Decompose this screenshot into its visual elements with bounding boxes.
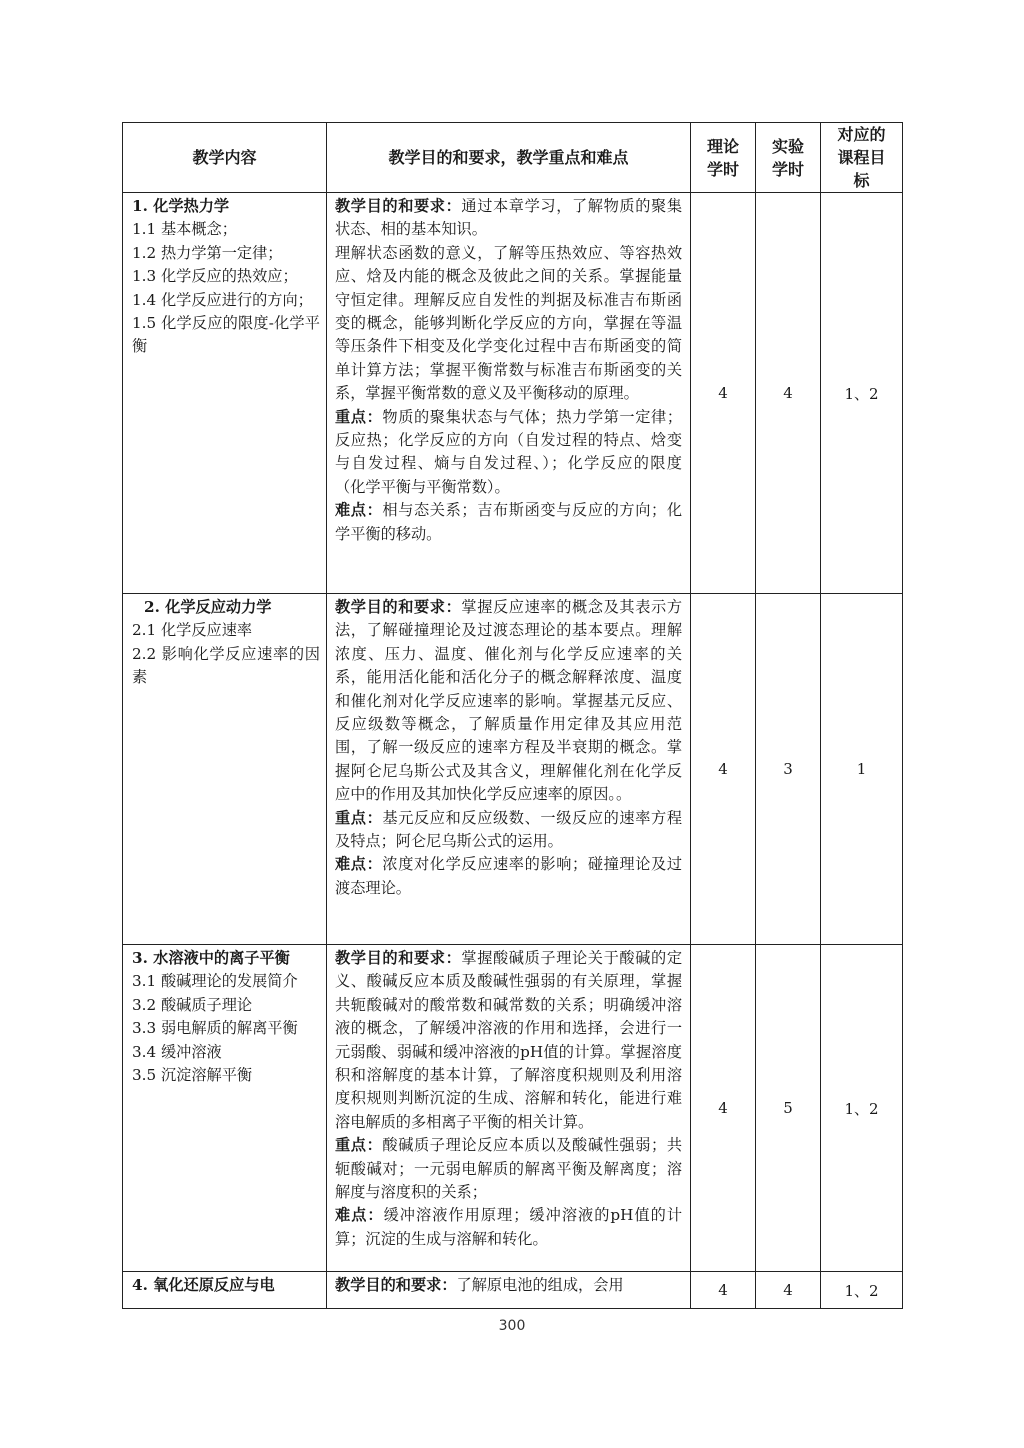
goal-text: 掌握酸碱质子理论关于酸碱的定义、酸碱反应本质及酸碱性强弱的有关原理，掌握共轭酸碱对的酸常数和碱常数的关系；明确缓冲溶液的概念，了解缓冲溶液的作用和选择，会进行一元弱酸、弱碱和缓冲溶液的pH值的计算。掌握溶度积和溶解度的基本计算，了解溶度积规则及利用溶度积规则判断沉淀的生成、溶解和转化，能进行难溶电解质的多相离子平衡的相关计算。 xyxy=(335,949,683,1131)
goal-label: 教学目的和要求： xyxy=(335,197,462,215)
header-theory-hours-text: 理论学时 xyxy=(706,136,739,179)
goal-label: 教学目的和要求： xyxy=(335,598,462,616)
table-header-row xyxy=(123,123,903,193)
difficulties-text: 缓冲溶液作用原理；缓冲溶液的pH值的计算；沉淀的生成与溶解和转化。 xyxy=(335,1206,683,1248)
table-row xyxy=(123,1272,903,1309)
section-item: 1.5 化学反应的限度-化学平衡 xyxy=(132,314,320,356)
theory-hours: 4 xyxy=(691,1272,756,1309)
goal-text: 掌握反应速率的概念及其表示方法，了解碰撞理论及过渡态理论的基本要点。理解浓度、压力、温度、催化剂与化学反应速率的关系，能用活化能和活化分子的概念解释浓度、温度和催化剂对化学反应速率的影响。掌握基元反应、反应级数等概念，了解质量作用定律及其应用范围，了解一级反应的速率方程及半衰期的概念。掌握阿仑尼乌斯公式及其含义，理解催化剂在化学反应中的作用及其加快化学反应速率的原因。。 xyxy=(335,598,683,804)
course-target: 1、2 xyxy=(821,193,903,594)
chapter-title: 4. 氧化还原反应与电 xyxy=(132,1276,275,1294)
content-cell xyxy=(123,193,327,594)
difficulties-label: 难点： xyxy=(335,501,383,520)
key-points-label: 重点： xyxy=(335,808,383,827)
section-item: 3.1 酸碱理论的发展简介 xyxy=(132,972,298,991)
difficulties-text: 相与态关系；吉布斯函变与反应的方向；化学平衡的移动。 xyxy=(335,501,683,543)
header-theory-hours xyxy=(691,123,756,193)
header-content: 教学内容 xyxy=(123,123,327,193)
key-points-label: 重点： xyxy=(335,407,383,426)
section-item: 3.3 弱电解质的解离平衡 xyxy=(132,1019,298,1038)
goals-cell xyxy=(327,1272,691,1309)
content-cell xyxy=(123,1272,327,1309)
goal-text-continued: 理解状态函数的意义，了解等压热效应、等容热效应、焓及内能的概念及彼此之间的关系。掌握能量守恒定律。理解反应自发性的判据及标准吉布斯函变的概念，能够判断化学反应的方向，掌握在等温等压条件下相变及化学变化过程中吉布斯函变的简单计算方法；掌握平衡常数与标准吉布斯函变的关系，掌握平衡常数的意义及平衡移动的原理。 xyxy=(335,243,682,403)
theory-hours: 4 xyxy=(691,945,756,1272)
section-item: 3.4 缓冲溶液 xyxy=(132,1042,222,1061)
lab-hours: 3 xyxy=(756,594,821,945)
theory-hours: 4 xyxy=(691,594,756,945)
goal-text: 了解原电池的组成，会用 xyxy=(456,1276,624,1294)
difficulties-label: 难点： xyxy=(335,1206,384,1225)
chapter-title: 2. 化学反应动力学 xyxy=(144,598,272,616)
difficulties-text: 浓度对化学反应速率的影响；碰撞理论及过渡态理论。 xyxy=(335,855,683,897)
lab-hours: 4 xyxy=(756,1272,821,1309)
section-item: 2.2 影响化学反应速率的因素 xyxy=(132,644,320,687)
course-target: 1 xyxy=(821,594,903,945)
course-target: 1、2 xyxy=(821,1272,903,1309)
section-item: 3.2 酸碱质子理论 xyxy=(132,995,253,1014)
section-item: 2.1 化学反应速率 xyxy=(132,621,253,640)
syllabus-table xyxy=(122,122,903,1309)
goal-text: 通过本章学习，了解物质的聚集状态、相的基本知识。 xyxy=(335,197,683,239)
key-points-text: 酸碱质子理论反应本质以及酸碱性强弱；共轭酸碱对；一元弱电解质的解离平衡及解离度；溶解度与溶度积的关系； xyxy=(335,1136,683,1202)
table-row xyxy=(123,945,903,1272)
lab-hours: 5 xyxy=(756,945,821,1272)
section-item: 1.2 热力学第一定律； xyxy=(132,243,283,262)
goals-cell xyxy=(327,193,691,594)
header-course-target xyxy=(821,123,903,193)
header-lab-hours-text: 实验学时 xyxy=(771,136,804,179)
section-item: 3.5 沉淀溶解平衡 xyxy=(132,1066,253,1085)
header-course-target-text: 对应的课程目标 xyxy=(837,125,886,190)
table-row xyxy=(123,193,903,594)
page-number: 300 xyxy=(498,1318,526,1334)
goals-cell xyxy=(327,945,691,1272)
theory-hours: 4 xyxy=(691,193,756,594)
section-item: 1.1 基本概念； xyxy=(132,220,237,239)
key-points-text: 物质的聚集状态与气体；热力学第一定律；反应热；化学反应的方向（自发过程的特点、焓变与自发过程、熵与自发过程、）；化学反应的限度（化学平衡与平衡常数）。 xyxy=(335,407,683,496)
key-points-text: 基元反应和反应级数、一级反应的速率方程及特点；阿仑尼乌斯公式的运用。 xyxy=(335,808,683,851)
section-item: 1.3 化学反应的热效应； xyxy=(132,267,298,286)
key-points-label: 重点： xyxy=(335,1136,383,1155)
goals-cell xyxy=(327,594,691,945)
section-item: 1.4 化学反应进行的方向； xyxy=(132,290,313,309)
course-target: 1、2 xyxy=(821,945,903,1272)
header-goals: 教学目的和要求，教学重点和难点 xyxy=(327,123,691,193)
content-cell xyxy=(123,945,327,1272)
difficulties-label: 难点： xyxy=(335,855,383,874)
chapter-title: 1. 化学热力学 xyxy=(132,197,230,215)
goal-label: 教学目的和要求： xyxy=(335,949,462,967)
content-cell xyxy=(123,594,327,945)
table-row xyxy=(123,594,903,945)
lab-hours: 4 xyxy=(756,193,821,594)
header-lab-hours xyxy=(756,123,821,193)
goal-label: 教学目的和要求： xyxy=(335,1276,457,1294)
chapter-title: 3. 水溶液中的离子平衡 xyxy=(132,949,290,967)
